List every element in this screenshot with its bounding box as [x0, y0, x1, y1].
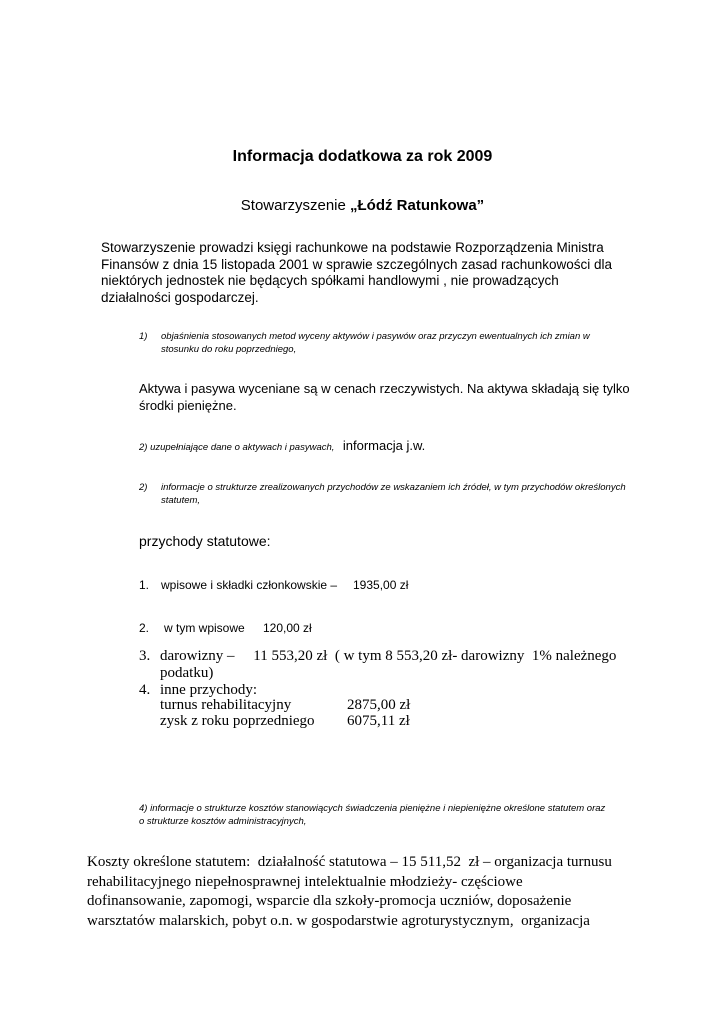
item-line: 4) informacje o strukturze kosztów stanowiących świadczenia pieniężne i niepieniężne określone statutem oraz [139, 803, 606, 814]
item-line: stosunku do roku poprzedniego, [161, 343, 297, 355]
item-number: 2) [139, 482, 148, 493]
item-4-cost-structure [139, 803, 679, 828]
item-line: statutem, [161, 494, 201, 506]
item-1-valuation-methods [139, 331, 659, 359]
costs-line: Koszty określone statutem: działalność statutowa – 15 511,52 zł – organizacja turnusu [87, 854, 612, 870]
item-text [161, 482, 626, 507]
list-label-continued: podatku) [160, 665, 214, 681]
item-text [161, 331, 590, 356]
list-number: 1. [139, 578, 150, 592]
list-number: 4. [139, 682, 151, 698]
assets-paragraph [139, 381, 659, 414]
list-number: 2. [139, 621, 150, 635]
intro-line: niektórych jednostek nie będących spółkami handlowymi , nie prowadzących [101, 273, 559, 288]
list-number: 3. [139, 648, 151, 664]
revenue-item-3 [139, 648, 679, 681]
item-2-label: 2) uzupełniające dane o aktywach i pasywach, [139, 442, 335, 453]
item-2-supplementary-data [139, 437, 659, 455]
sub-item-label: turnus rehabilitacyjny [160, 697, 292, 713]
costs-paragraph [87, 853, 647, 931]
revenue-item-1 [139, 578, 539, 592]
document-title: Informacja dodatkowa za rok 2009 [232, 148, 493, 165]
costs-line: warsztatów malarskich, pobyt o.n. w gospodarstwie agroturystycznym, organizacja [87, 912, 590, 929]
sub-item-amount: 2875,00 zł [347, 697, 411, 713]
list-amount: 120,00 zł [263, 621, 312, 635]
organization-name: „Łódź Ratunkowa” [350, 197, 485, 214]
item-2-revenue-structure [139, 482, 679, 510]
list-label: wpisowe i składki członkowskie – [161, 578, 338, 592]
list-label: darowizny – 11 553,20 zł ( w tym 8 553,20 zł- darowizny 1% należnego [160, 648, 617, 664]
item-line: informacje o strukturze zrealizowanych przychodów ze wskazaniem ich źródeł, w tym przychodów określonych [161, 482, 626, 493]
list-label: inne przychody: [160, 682, 258, 698]
document-subtitle [0, 197, 725, 214]
sub-item-label: zysk z roku poprzedniego [160, 713, 315, 729]
intro-line: działalności gospodarczej. [101, 289, 259, 305]
subtitle-prefix: Stowarzyszenie [240, 197, 351, 214]
intro-line: Stowarzyszenie prowadzi księgi rachunkowe na podstawie Rozporządzenia Ministra [101, 240, 604, 255]
item-line: objaśnienia stosowanych metod wyceny aktywów i pasywów oraz przyczyn ewentualnych ich zmian w [161, 331, 590, 342]
item-line: o strukturze kosztów administracyjnych, [139, 815, 307, 827]
item-number: 1) [139, 331, 148, 342]
costs-line: dofinansowanie, zapomogi, wsparcie dla szkoły-promocja uczniów, doposażenie [87, 893, 572, 909]
list-amount: 1935,00 zł [353, 578, 409, 592]
assets-line: środki pieniężne. [139, 397, 237, 413]
intro-paragraph [101, 240, 641, 306]
revenue-item-4 [139, 682, 539, 729]
revenue-item-2 [139, 621, 539, 635]
revenue-heading: przychody statutowe: [139, 533, 271, 549]
assets-line: Aktywa i pasywa wyceniane są w cenach rzeczywistych. Na aktywa składają się tylko [139, 381, 630, 396]
intro-line: Finansów z dnia 15 listopada 2001 w sprawie szczególnych zasad rachunkowości dla [101, 256, 613, 272]
item-2-value: informacja j.w. [342, 438, 426, 453]
list-label: w tym wpisowe [164, 621, 245, 635]
sub-item-amount: 6075,11 zł [347, 713, 410, 729]
costs-line: rehabilitacyjnego niepełnosprawnej intelektualnie młodzieży- częściowe [87, 873, 523, 890]
